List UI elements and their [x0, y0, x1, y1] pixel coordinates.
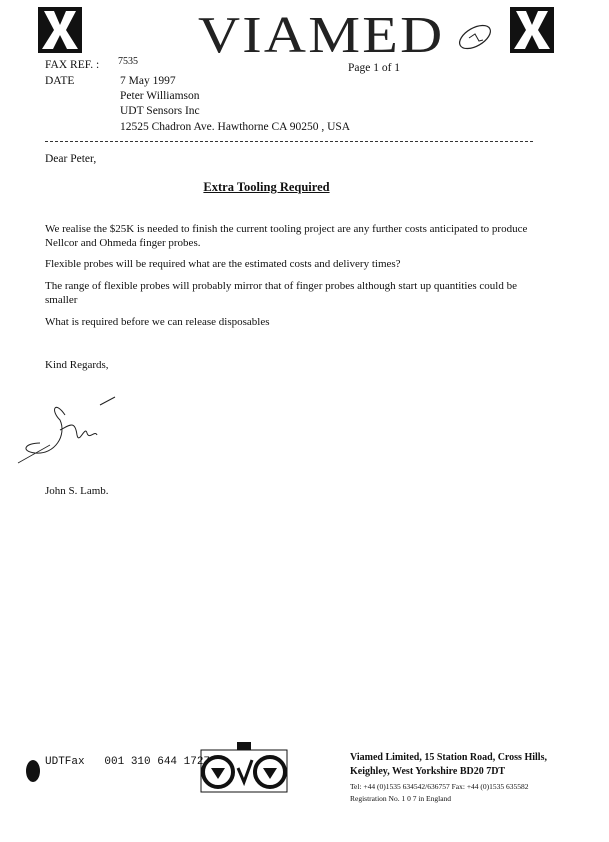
paragraph: We realise the $25K is needed to finish the current tooling project are any further costs anticipated to produce Nellcor and Ohmeda finger probes.	[45, 223, 528, 249]
recipient-company: UDT Sensors Inc	[120, 105, 200, 117]
viamed-x-logo-right	[510, 7, 554, 53]
letter-title: Extra Tooling Required	[203, 180, 330, 194]
signatory-name: John S. Lamb.	[45, 485, 109, 497]
recipient-address: 12525 Chadron Ave. Hawthorne CA 90250 , USA	[120, 121, 351, 133]
recipient-name: Peter Williamson	[120, 90, 200, 102]
paragraph: Flexible probes will be required what are the estimated costs and delivery times?	[45, 258, 401, 270]
company-address-line1: Viamed Limited, 15 Station Road, Cross Hills,	[350, 752, 547, 763]
brand-logo: VIAMED	[198, 7, 445, 64]
company-address-line2: Keighley, West Yorkshire BD20 7DT	[350, 766, 506, 777]
company-contact: Tel: +44 (0)1535 634542/636757 Fax: +44 (0)1535 635582	[350, 782, 529, 791]
paragraph: The range of flexible probes will probably mirror that of finger probes although start up quantities could be smaller	[45, 280, 517, 306]
closing: Kind Regards,	[45, 359, 109, 371]
company-registration: Registration No. 1 0 7 in England	[350, 794, 452, 803]
date-value: 7 May 1997	[120, 75, 176, 87]
viamed-x-logo-left	[38, 7, 82, 53]
oval-mark-icon	[455, 22, 495, 57]
paragraph: What is required before we can release disposables	[45, 316, 270, 328]
page-indicator: Page 1 of 1	[348, 62, 401, 74]
signature	[15, 395, 125, 475]
date-label: DATE	[45, 75, 75, 87]
quality-certification-logos	[200, 742, 288, 805]
fax-ref-value: 7535	[118, 56, 138, 67]
fax-dot-mark	[26, 760, 40, 782]
fax-stamp: UDTFax 001 310 644 1727	[45, 756, 211, 768]
salutation: Dear Peter,	[45, 153, 97, 165]
fax-ref-label: FAX REF. :	[45, 59, 100, 71]
header-divider	[45, 141, 533, 142]
